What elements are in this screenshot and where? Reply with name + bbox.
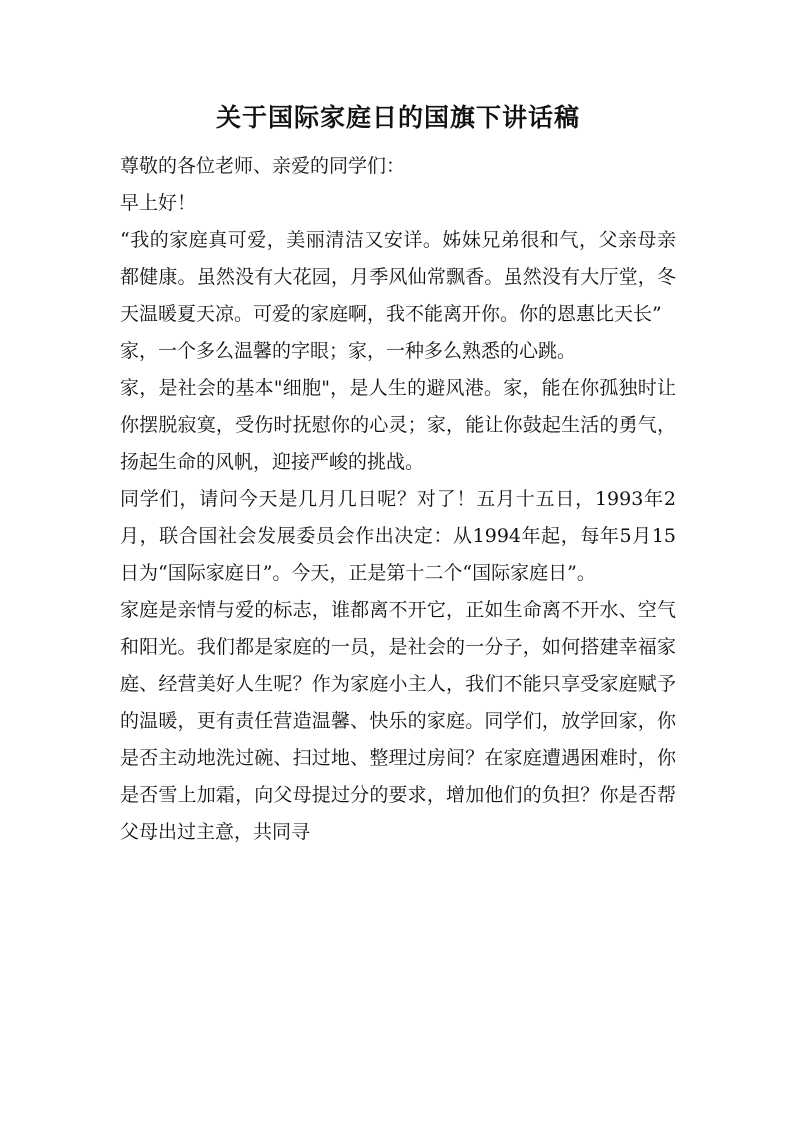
paragraph-family-responsibility: 家庭是亲情与爱的标志，谁都离不开它，正如生命离不开水、空气和阳光。我们都是家庭的一员，是社会的一分子，如何搭建幸福家庭、经营美好人生呢？作为家庭小主人，我们不能只享受家庭赋予的温暖，更有责任营造温馨、快乐的家庭。同学们，放学回家，你是否主动地洗过碗、扫过地、整理过房间？在家庭遭遇困难时，你是否雪上加霜，向父母提过分的要求，增加他们的负担？你是否帮父母出过主意，共同寻 bbox=[120, 599, 676, 843]
paragraph-greeting: 尊敬的各位老师、亲爱的同学们： bbox=[120, 155, 406, 177]
paragraph-home-meaning: 家，是社会的基本"细胞"，是人生的避风港。家，能在你孤独时让你摆脱寂寞，受伤时抚慰你的心灵；家，能让你鼓起生活的勇气，扬起生命的风帆，迎接严峻的挑战。 bbox=[120, 377, 676, 473]
paragraph-song-quote: “我的家庭真可爱，美丽清洁又安详。姊妹兄弟很和气，父亲母亲都健康。虽然没有大花园，月季风仙常飘香。虽然没有大厅堂，冬天温暖夏天凉。可爱的家庭啊，我不能离开你。你的恩惠比天长” bbox=[120, 229, 676, 325]
document-title: 关于国际家庭日的国旗下讲话稿 bbox=[215, 103, 580, 132]
paragraph-good-morning: 早上好！ bbox=[120, 192, 197, 214]
paragraph-family-day: 同学们，请问今天是几月几日呢？对了！五月十五日，1993年2月，联合国社会发展委员会作出决定：从1994年起，每年5月15日为“国际家庭日”。今天，正是第十二个“国际家庭日”。 bbox=[120, 488, 676, 584]
document-page bbox=[120, 96, 676, 851]
paragraph-home-intro: 家，一个多么温馨的字眼；家，一种多么熟悉的心跳。 bbox=[120, 340, 577, 362]
